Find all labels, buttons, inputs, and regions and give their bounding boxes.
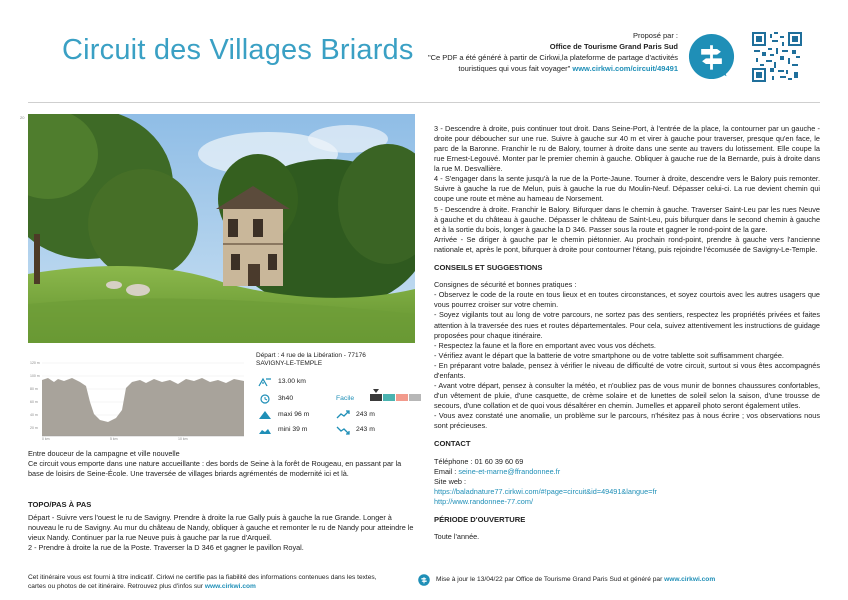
start-address: Départ : 4 rue de la Libération - 77176 (256, 352, 366, 359)
conseil-item: - Avant votre départ, pensez à consulter la météo, et n'oubliez pas de vous munir de bonnes chaussures confortables, d'un vêtement de pluie, d'une casquette, de crème solaire et de lunettes de soleil selon la saison, d'une trousse de secours, d'une collation et de quoi vous désaltérer en chemin. Jumelles et appareil photo seront également utiles. (434, 380, 820, 411)
topo-heading: TOPO/PAS À PAS (28, 500, 92, 509)
contact-phone: Téléphone : 01 60 39 60 69 (434, 456, 524, 466)
topo-section (28, 513, 416, 553)
y-tick-label: 60 m (30, 400, 38, 404)
difficulty-level-2 (383, 394, 395, 401)
x-tick-label: 10 km (178, 437, 188, 441)
footer-link[interactable]: www.cirkwi.com (664, 576, 716, 584)
intro-description: Ce circuit vous emporte dans une nature accueillante : des bords de Seine à la forêt de Rougeau, en passant par la base de loisirs de Seine-École. Une traversée de villages briards agrémentés de modernité ici et là. (28, 459, 402, 479)
contact-web-link-1[interactable]: https://baladnature77.cirkwi.com/#!page=circuit&id=49491&langue=fr (434, 486, 657, 496)
cirkwi-logo-icon (688, 33, 735, 80)
topo-step-arrivee: Arrivée - Se diriger à gauche par le chemin piétonnier. Au prochain rond-point, prendre à gauche vers l'ancienne nationale et, après le pont, bifurquer à droite pour contourner l'étang, puis rejoindre l'écomusée de Savigny-Le-Temple. (434, 234, 820, 254)
circuit-stats (256, 352, 416, 442)
disclaimer-text: Cet itinéraire vous est fourni à titre indicatif. Cirkwi ne certifie pas la fiabilité des informations contenues dans les textes, cartes ou photos de cet itinéraire. Retrouvez plus d'infos sur (28, 574, 377, 590)
min-altitude-icon (258, 425, 272, 435)
descent-value: 243 m (356, 426, 375, 434)
footer-text: Mise à jour le 13/04/22 par Office de Tourisme Grand Paris Sud et généré par (436, 576, 663, 584)
organization-name: Office de Tourisme Grand Paris Sud (549, 41, 678, 51)
side-mark: 20 (20, 115, 25, 120)
conseil-item: - En préparant votre balade, pensez à vérifier le niveau de difficulté de votre circuit, surtout si vous êtes accompagnés d'enfants. (434, 360, 820, 380)
generated-text-2: touristiques qui vous fait voyager" (458, 63, 571, 73)
topo-step-2: 2 - Prendre à droite la rue de la Poste. Traverser la D 346 et gagner le pavillon Royal. (28, 543, 304, 553)
conseil-item: - Observez le code de la route en tous lieux et en toutes circonstances, et soyez courtois avec les autres usagers que vous pourrez croiser sur votre chemin. (434, 290, 820, 310)
y-tick-label: 100 m (30, 374, 40, 378)
duration-value: 3h40 (278, 395, 294, 403)
min-altitude-value: mini 39 m (278, 426, 308, 434)
generated-text-1: "Ce PDF a été généré à partir de Cirkwi,la plateforme de partage d'activités (427, 52, 678, 62)
topo-step-3: 3 - Descendre à droite, puis continuer tout droit. Dans Seine-Port, à l'entrée de la place, la contourner par un gauche - droite pour déboucher sur une rue. Suivre à gauche sur 40 m et virer à gauche pour traverser, presque qu'en face, le parc de la Baronne. Franchir le ru de Balory, tourner à droite dans une sente au travers du lotissement. Elle coupe la rue Ernest-Legouvé. Monter par le premier chemin à gauche. Obliquer à gauche rue de la Bernarde, puis à droite dans la rue M. Desvallière. (434, 124, 820, 174)
x-tick-label: 5 km (110, 437, 118, 441)
contact-email-link[interactable]: seine-et-marne@ffrandonnee.fr (458, 466, 561, 476)
difficulty-scale (370, 394, 421, 401)
conseil-item: - Soyez vigilants tout au long de votre parcours, ne sortez pas des sentiers, respectez les propriétés privées et faites attention à la traversée des rues et routes départementales. Pour cela, suivez attentivement les instructions de guidage proposées pour chaque itinéraire. (434, 310, 820, 340)
difficulty-level-4 (409, 394, 421, 401)
conseils-heading: CONSEILS ET SUGGESTIONS (434, 262, 543, 272)
y-tick-label: 40 m (30, 413, 38, 417)
ascent-icon (336, 410, 350, 420)
start-city: SAVIGNY-LE-TEMPLE (256, 360, 323, 368)
difficulty-label: Facile (336, 395, 355, 402)
circuit-photo (28, 114, 415, 343)
qr-code-icon[interactable] (752, 32, 802, 82)
footer (418, 574, 818, 586)
distance-icon (258, 377, 272, 387)
duration-icon (258, 394, 272, 404)
conseil-item: - Vérifiez avant le départ que la batterie de votre smartphone ou de votre tablette soit suffisamment chargée. (434, 350, 784, 360)
cirkwi-small-logo-icon (418, 574, 430, 586)
y-tick-label: 80 m (30, 387, 38, 391)
topo-step-depart: Départ - Suivre vers l'ouest le ru de Savigny. Prendre à droite la rue Gally puis à gauche la rue Grande. Longer à nouveau le ru de Savigny. Au mur du château de Nandy, obliquer à gauche et remonter le ru de Nandy pour atteindre le vieux Nandy. Continuer par la rue Neuve puis à gauche par la rue d'Arqueil. (28, 513, 414, 543)
page-title: Circuit des Villages Briards (62, 34, 414, 66)
topo-step-5: 5 - Descendre à droite. Franchir le Balory. Bifurquer dans le chemin à gauche. Traverser Saint-Leu par les rues Neuve à gauche et du château à gauche. Dépasser le château de Saint-Leu, puis bifurquer dans le second chemin à gauche et à la sortie du bois, longer à gauche la D 346. Passer sous la route et gagner le rond-point de la gare. (434, 204, 820, 234)
ascent-value: 243 m (356, 411, 375, 419)
contact-email-label: Email : (434, 466, 457, 476)
disclaimer-link[interactable]: www.cirkwi.com (204, 582, 256, 590)
conseil-item: Consignes de sécurité et bonnes pratiques : (434, 280, 577, 290)
max-altitude-value: maxi 96 m (278, 411, 310, 419)
topo-step-4: 4 - S'engager dans la sente jusqu'à la rue de la Porte-Jaune. Tourner à droite, descendre vers le Balory puis remonter. Suivre à gauche la rue de Melun, puis à gauche la rue du Moulin-Neuf. Dépasser celui-ci. La rue devient chemin qui coupe une route et mène au hameau de Norsement. (434, 174, 820, 204)
x-tick-label: 0 km (42, 437, 50, 441)
contact-heading: CONTACT (434, 439, 471, 449)
conseil-item: - Vous avez constaté une anomalie, un problème sur le parcours, n'hésitez pas à nous écrire ; vos observations nous sont précieuses. (434, 411, 820, 431)
contact-web-link-2[interactable]: http://www.randonnee-77.com/ (434, 496, 533, 506)
elevation-profile-chart (28, 352, 246, 442)
period-heading: PÉRIODE D'OUVERTURE (434, 515, 526, 524)
distance-value: 13.00 km (278, 378, 306, 386)
period-text: Toute l'année. (434, 532, 480, 542)
proposed-by-label: Proposé par : (632, 31, 678, 40)
y-tick-label: 120 m (30, 361, 40, 365)
max-altitude-icon (258, 410, 272, 420)
header-divider (28, 102, 820, 103)
difficulty-level-3 (396, 394, 408, 401)
disclaimer (28, 574, 388, 592)
intro-section (28, 449, 416, 479)
intro-tagline: Entre douceur de la campagne et ville nouvelle (28, 449, 180, 458)
circuit-url-link[interactable]: www.cirkwi.com/circuit/49491 (572, 63, 678, 73)
contact-web-label: Site web : (434, 476, 467, 486)
right-column (434, 124, 820, 543)
conseil-item: - Respectez la faune et la flore en emportant avec vous vos déchets. (434, 340, 656, 350)
descent-icon (336, 425, 350, 435)
difficulty-level-1 (370, 394, 382, 401)
proposed-by-block (378, 31, 678, 75)
y-tick-label: 20 m (30, 426, 38, 430)
